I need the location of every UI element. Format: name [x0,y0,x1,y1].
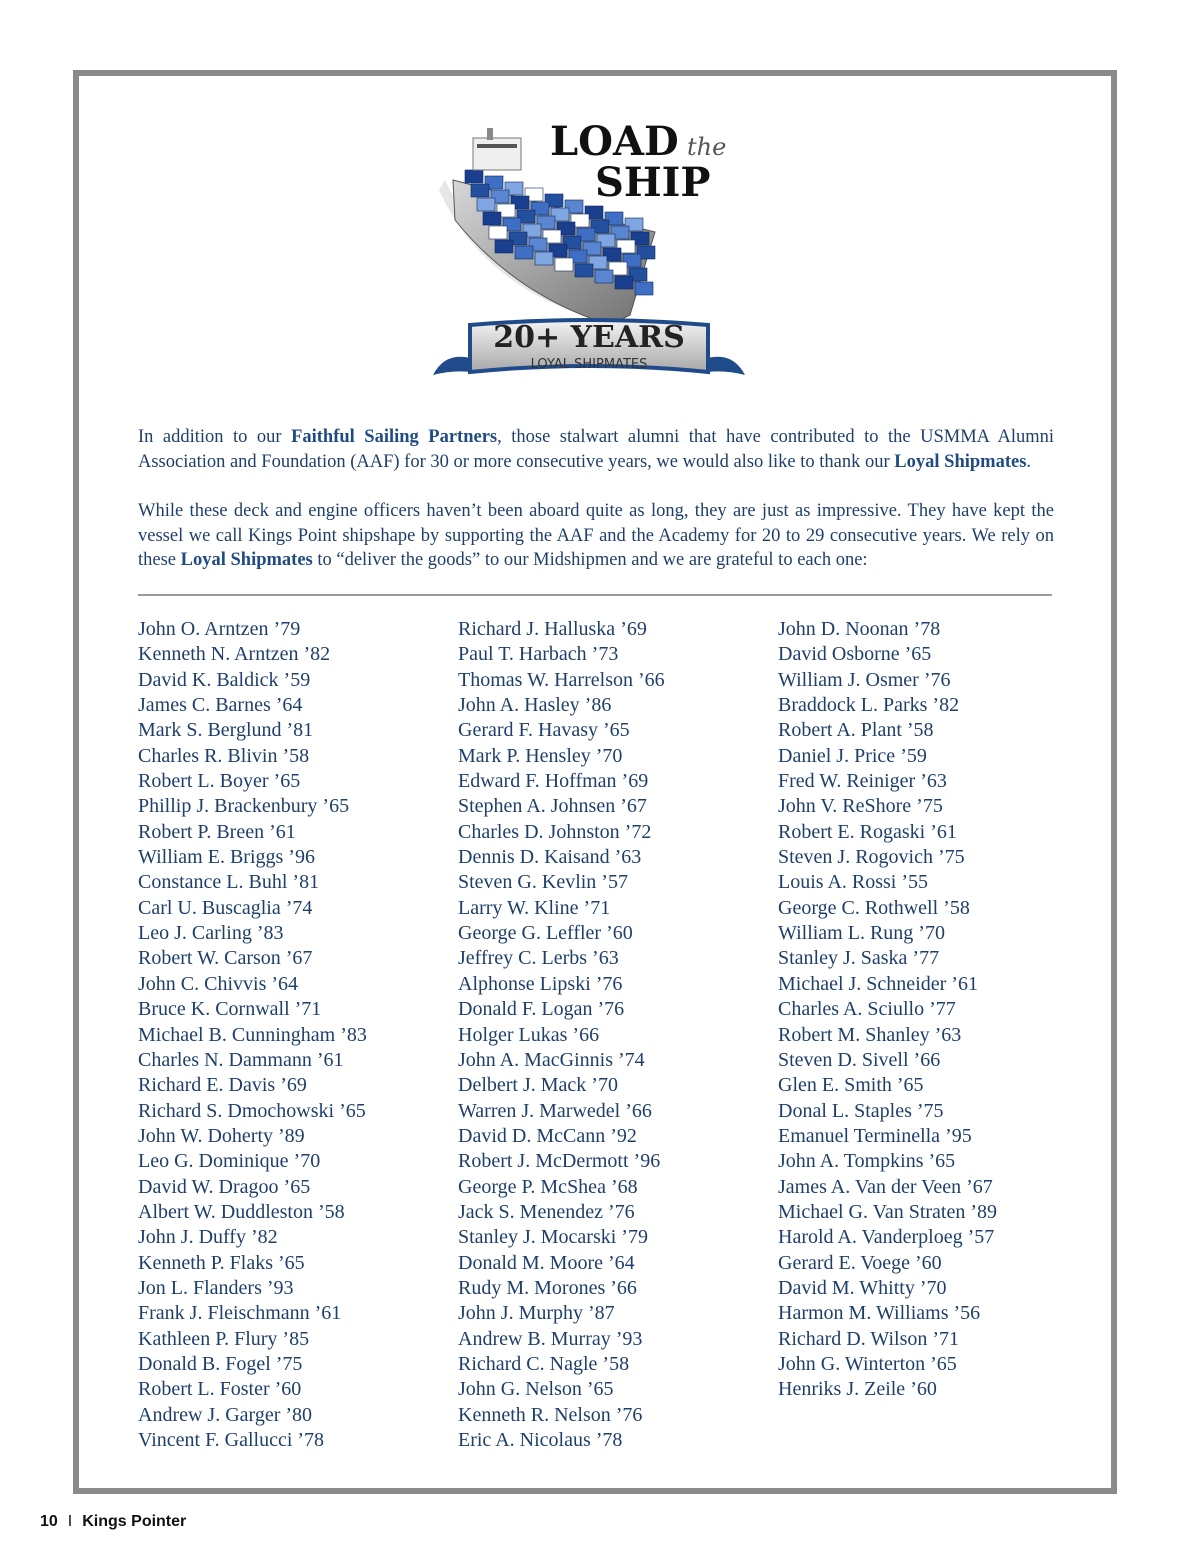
name-list-item: Stanley J. Saska ’77 [778,947,940,970]
name-list-item: Donald B. Fogel ’75 [138,1352,303,1375]
name-list-item: Alphonse Lipski ’76 [458,972,623,995]
publication-name: Kings Pointer [82,1513,187,1530]
name-list-item: Andrew J. Garger ’80 [138,1403,313,1426]
intro-paragraph-2: While these deck and engine officers haven’t been aboard quite as long, they are just as impressive. They have kept the vessel we call Kings Point shipshape by supporting the AAF and the Academy for 20 to 29 consecutive years. We rely on these Loyal Shipmates to “deliver the goods” to our Midshipmen and we are grateful to each one: [138,501,1054,570]
name-list-item: Dennis D. Kaisand ’63 [458,846,642,869]
logo-title-ship: SHIP [595,159,711,206]
name-list-item: David M. Whitty ’70 [778,1276,947,1299]
name-list-item: Bruce K. Cornwall ’71 [138,998,322,1021]
name-list-item: Thomas W. Harrelson ’66 [458,668,665,691]
name-list-item: Robert P. Breen ’61 [138,820,296,843]
name-list-item: Steven D. Sivell ’66 [778,1048,941,1071]
name-list-item: Richard J. Halluska ’69 [458,618,647,640]
name-list-item: Richard D. Wilson ’71 [778,1327,960,1350]
name-list-item: Harold A. Vanderploeg ’57 [778,1226,995,1249]
container-block [483,212,501,225]
names-column-2 [458,617,665,1453]
name-list-item: David K. Baldick ’59 [138,668,311,691]
name-list-item: Mark S. Berglund ’81 [138,719,314,742]
footer-separator: I [67,1513,73,1530]
name-list-item: David Osborne ’65 [778,643,932,666]
name-list-item: Rudy M. Morones ’66 [458,1276,637,1299]
loyal-shipmates-highlight: Loyal Shipmates [894,451,1027,472]
name-list-item: Edward F. Hoffman ’69 [458,770,649,793]
section-divider [138,594,1052,596]
name-list-item: Leo G. Dominique ’70 [138,1150,321,1173]
name-list-item: Steven G. Kevlin ’57 [458,871,628,894]
logo-title-load: LOAD [550,120,679,165]
name-list-item: Robert A. Plant ’58 [778,719,934,742]
container-block [615,276,633,289]
container-block [515,246,533,259]
name-list-item: Emanuel Terminella ’95 [778,1124,972,1147]
name-list-item: Jeffrey C. Lerbs ’63 [458,947,619,970]
name-list-item: Michael B. Cunningham ’83 [138,1023,367,1046]
name-list-item: John A. Hasley ’86 [458,694,612,717]
name-list-item: David W. Dragoo ’65 [138,1175,311,1198]
name-list-item: John A. MacGinnis ’74 [458,1048,645,1071]
logo-title-the: the [687,133,727,161]
load-the-ship-logo [425,120,755,410]
name-list-item: Charles N. Dammann ’61 [138,1048,344,1071]
name-list-item: Stephen A. Johnsen ’67 [458,795,647,818]
name-list-item: John G. Nelson ’65 [458,1378,614,1401]
name-list-item: Louis A. Rossi ’55 [778,871,929,894]
name-list-item: Richard E. Davis ’69 [138,1074,307,1097]
name-list-item: Daniel J. Price ’59 [778,744,927,767]
container-block [555,258,573,271]
name-list-item: Kenneth N. Arntzen ’82 [138,643,331,666]
name-list-item: Braddock L. Parks ’82 [778,694,960,717]
container-block [477,198,495,211]
name-list-item: Steven J. Rogovich ’75 [778,846,965,869]
name-list-item: William E. Briggs ’96 [138,846,315,869]
page-footer [40,1513,186,1531]
name-list-item: Fred W. Reiniger ’63 [778,770,947,793]
name-list-item: Robert L. Foster ’60 [138,1378,302,1401]
name-list-item: Henriks J. Zeile ’60 [778,1378,937,1401]
name-list-item: Robert E. Rogaski ’61 [778,820,957,843]
name-list-item: Charles A. Sciullo ’77 [778,998,956,1021]
name-list-item: Donald F. Logan ’76 [458,998,625,1021]
name-list-item: Constance L. Buhl ’81 [138,871,320,894]
container-block [535,252,553,265]
name-list-item: John J. Duffy ’82 [138,1226,278,1249]
name-list-item: Donal L. Staples ’75 [778,1099,944,1122]
name-list-item: George C. Rothwell ’58 [778,896,970,919]
name-list-item: James C. Barnes ’64 [138,694,303,717]
name-list-item: Robert W. Carson ’67 [138,947,313,970]
container-block [465,170,483,183]
container-block [471,184,489,197]
name-list-item: John O. Arntzen ’79 [138,618,301,640]
name-list-item: Albert W. Duddleston ’58 [138,1200,345,1223]
name-list-item: Phillip J. Brackenbury ’65 [138,795,350,818]
name-list-item: John J. Murphy ’87 [458,1302,615,1325]
name-list-item: Jack S. Menendez ’76 [458,1200,635,1223]
name-list-item: John A. Tompkins ’65 [778,1150,956,1173]
name-list-item: John G. Winterton ’65 [778,1352,957,1375]
name-list-item: Andrew B. Murray ’93 [458,1327,643,1350]
name-list-item: Paul T. Harbach ’73 [458,643,619,666]
names-column-1 [138,617,367,1453]
name-list-item: John C. Chivvis ’64 [138,972,299,995]
name-list-item: William L. Rung ’70 [778,922,945,945]
name-list-item: John V. ReShore ’75 [778,795,943,818]
name-list-item: Robert L. Boyer ’65 [138,770,301,793]
ribbon-years: 20+ YEARS [493,320,685,355]
container-block [495,240,513,253]
name-list-item: Jon L. Flanders ’93 [138,1276,294,1299]
name-list-item: Kenneth P. Flaks ’65 [138,1251,305,1274]
container-block [489,226,507,239]
name-list-item: Richard S. Dmochowski ’65 [138,1099,366,1122]
name-list-item: James A. Van der Veen ’67 [778,1175,993,1198]
name-list-item: John W. Doherty ’89 [138,1124,305,1147]
name-list-item: Richard C. Nagle ’58 [458,1352,630,1375]
name-list-item: Michael J. Schneider ’61 [778,972,978,995]
name-list-item: Eric A. Nicolaus ’78 [458,1429,623,1451]
container-block [635,282,653,295]
name-list-item: John D. Noonan ’78 [778,618,941,640]
name-list-item: Delbert J. Mack ’70 [458,1074,618,1097]
intro-paragraph-1: In addition to our Faithful Sailing Partners, those stalwart alumni that have contributed to the USMMA Alumni Association and Foundation (AAF) for 30 or more consecutive years, we would also like to thank our Loyal Shipmates. [138,427,1055,472]
name-list-item: William J. Osmer ’76 [778,668,951,691]
name-list-item: Carl U. Buscaglia ’74 [138,896,313,919]
name-list-item: Glen E. Smith ’65 [778,1074,924,1097]
loyal-shipmates-highlight: Loyal Shipmates [180,550,313,570]
name-list-item: Vincent F. Gallucci ’78 [138,1429,325,1451]
name-list-item: Donald M. Moore ’64 [458,1251,635,1274]
name-list-item: Holger Lukas ’66 [458,1023,600,1046]
name-list-item: Charles D. Johnston ’72 [458,820,652,843]
name-list-item: Charles R. Blivin ’58 [138,744,310,767]
container-block [595,270,613,283]
name-list-item: Mark P. Hensley ’70 [458,744,623,767]
name-list-item: Robert M. Shanley ’63 [778,1023,962,1046]
name-list-item: Kathleen P. Flury ’85 [138,1327,310,1350]
name-list-item: Frank J. Fleischmann ’61 [138,1302,342,1325]
name-list-item: Warren J. Marwedel ’66 [458,1099,652,1122]
name-list-item: Larry W. Kline ’71 [458,896,611,919]
name-list-item: Gerard F. Havasy ’65 [458,719,630,742]
name-list-item: Stanley J. Mocarski ’79 [458,1226,648,1249]
page-number: 10 [40,1513,58,1530]
container-block [575,264,593,277]
name-list-item: Robert J. McDermott ’96 [458,1150,661,1173]
name-list-item: George P. McShea ’68 [458,1175,638,1198]
ribbon-subtitle: LOYAL SHIPMATES [530,357,648,372]
name-list-item: Gerard E. Voege ’60 [778,1251,942,1274]
name-list-item: David D. McCann ’92 [458,1124,637,1147]
name-list-item: Leo J. Carling ’83 [138,922,284,945]
name-list-item: Harmon M. Williams ’56 [778,1302,981,1325]
faithful-sailing-partners-highlight: Faithful Sailing Partners [291,427,498,447]
names-column-3 [778,617,997,1403]
name-list-item: Michael G. Van Straten ’89 [778,1200,998,1223]
name-list-item: George G. Leffler ’60 [458,922,633,945]
name-list-item: Kenneth R. Nelson ’76 [458,1403,643,1426]
